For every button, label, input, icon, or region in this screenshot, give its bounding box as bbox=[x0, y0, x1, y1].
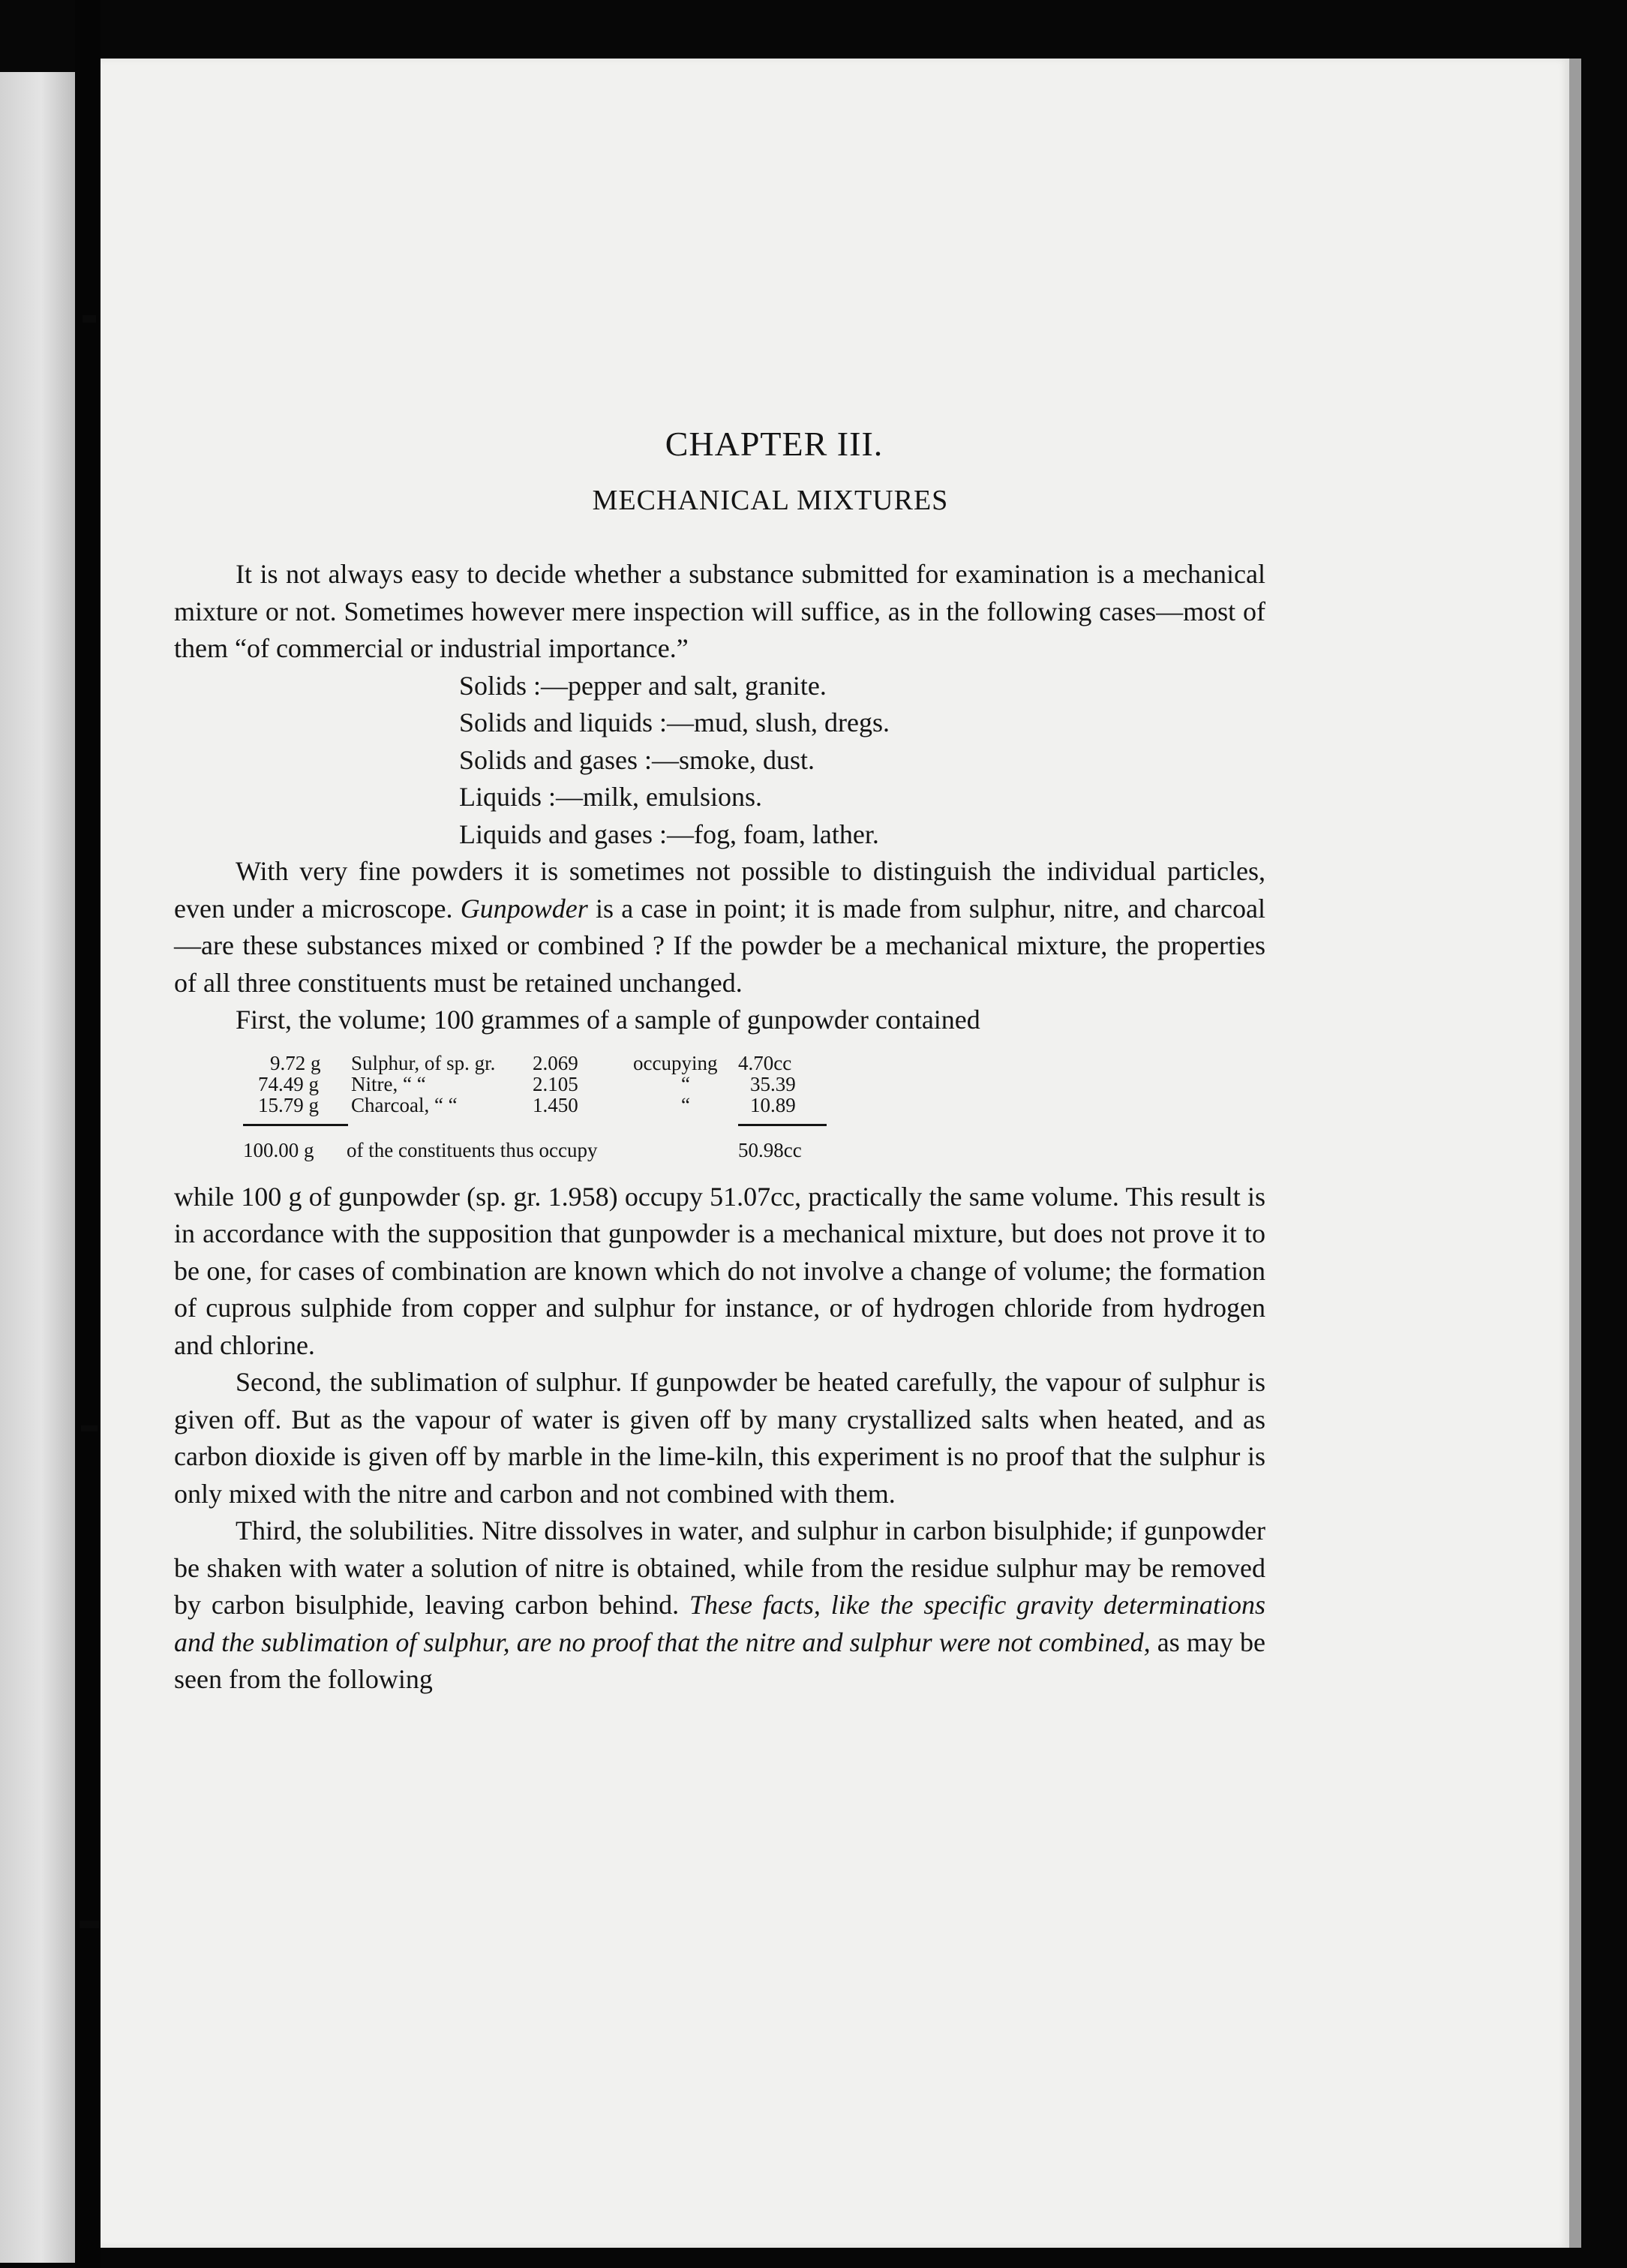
paragraph-gunpowder bbox=[174, 853, 1265, 1002]
list-item: Solids and liquids :—mud, slush, dregs. bbox=[459, 707, 890, 737]
table-cell-mass: 15.79 g bbox=[258, 1093, 319, 1116]
table-cell-label: “ bbox=[681, 1093, 690, 1116]
section-title: MECHANICAL MIXTURES bbox=[592, 485, 949, 516]
sum-rule bbox=[243, 1124, 348, 1126]
list-item: Liquids and gases :—fog, foam, lather. bbox=[459, 819, 879, 849]
table-cell-label: “ bbox=[681, 1072, 690, 1095]
paragraph-intro: It is not always easy to decide whether a substance submitted for examination is a mechanical mixture or not. Sometimes however mere inspection will suffice, as in the following cases—most of them “of commercial or industrial importance.” bbox=[174, 559, 1265, 663]
text-run: as may be seen from the following bbox=[174, 1627, 1265, 1694]
table-total-text: of the constituents thus occupy bbox=[347, 1138, 598, 1161]
facing-page-edge bbox=[0, 72, 75, 2263]
text-run: With very fine powders it is sometimes not possible to distinguish the individual particles, even under a microscope. bbox=[174, 856, 1265, 924]
list-item: Solids and gases :—smoke, dust. bbox=[459, 744, 815, 775]
emphasis-conclusion: These facts, like the specific gravity determinations and the sublimation of sulphur, are no proof that the nitre and sulphur were not combined, bbox=[174, 1590, 1265, 1657]
table-cell-name: Charcoal, “ “ bbox=[351, 1093, 458, 1116]
table-cell-gravity: 2.105 bbox=[533, 1072, 578, 1095]
sum-rule bbox=[738, 1124, 827, 1126]
paragraph-solubilities bbox=[174, 1513, 1265, 1699]
table-total-volume: 50.98cc bbox=[738, 1138, 802, 1161]
table-cell-volume: 10.89 bbox=[750, 1093, 796, 1116]
page-edge-shadow bbox=[1569, 59, 1581, 2248]
binding-mark bbox=[81, 1425, 98, 1431]
examples-list bbox=[459, 668, 1265, 854]
table-cell-name: Nitre, “ “ bbox=[351, 1072, 426, 1095]
page-content bbox=[174, 371, 1265, 1699]
binding-mark bbox=[83, 315, 96, 323]
list-item: Liquids :—milk, emulsions. bbox=[459, 782, 763, 812]
binding-mark bbox=[80, 1921, 99, 1928]
volume-table bbox=[174, 1044, 1265, 1179]
table-cell-volume: 4.70cc bbox=[738, 1051, 792, 1074]
table-cell-mass: 9.72 g bbox=[270, 1051, 321, 1074]
table-cell-name: Sulphur, of sp. gr. bbox=[351, 1051, 496, 1074]
table-cell-gravity: 1.450 bbox=[533, 1093, 578, 1116]
table-cell-mass: 74.49 g bbox=[258, 1072, 319, 1095]
paragraph-sublimation: Second, the sublimation of sulphur. If gunpowder be heated carefully, the vapour of sulphur is given off. But as the vapour of water is given off by many crystallized salts when heated, and as carbon dioxide is given off by marble in the lime-kiln, this experiment is no proof that the sulphur is only mixed with the nitre and carbon and not combined with them. bbox=[174, 1367, 1265, 1509]
table-cell-label: occupying bbox=[633, 1051, 718, 1074]
text-run: Third, the solubilities. Nitre dissolves in water, and sulphur in carbon bisulphide; if gunpowder be shaken with water a solution of nitre is obtained, while from the residue sulphur may be removed by carbon bisulphide, leaving carbon behind. bbox=[174, 1516, 1265, 1620]
list-item: Solids :—pepper and salt, granite. bbox=[459, 670, 827, 701]
emphasis-gunpowder: Gunpowder bbox=[460, 893, 588, 924]
table-cell-volume: 35.39 bbox=[750, 1072, 796, 1095]
text-run: is a case in point; it is made from sulphur, nitre, and charcoal—are these substances mixed or combined ? If the powder be a mechanical mixture, the properties of all three constituents must be retained unchanged. bbox=[174, 893, 1265, 998]
book-gutter bbox=[75, 0, 101, 2268]
chapter-title: CHAPTER III. bbox=[665, 425, 884, 463]
table-cell-gravity: 2.069 bbox=[533, 1051, 578, 1074]
table-total-mass: 100.00 g bbox=[243, 1138, 314, 1161]
paragraph-result: while 100 g of gunpowder (sp. gr. 1.958) occupy 51.07cc, practically the same volume. This result is in accordance with the supposition that gunpowder is a mechanical mixture, but does not prove it to be one, for cases of combination are known which do not involve a change of volume; the formation of cuprous sulphide from copper and sulphur for instance, or of hydrogen chloride from hydrogen and chlorine. bbox=[174, 1181, 1265, 1360]
paragraph-volume: First, the volume; 100 grammes of a sample of gunpowder contained bbox=[236, 1005, 980, 1035]
